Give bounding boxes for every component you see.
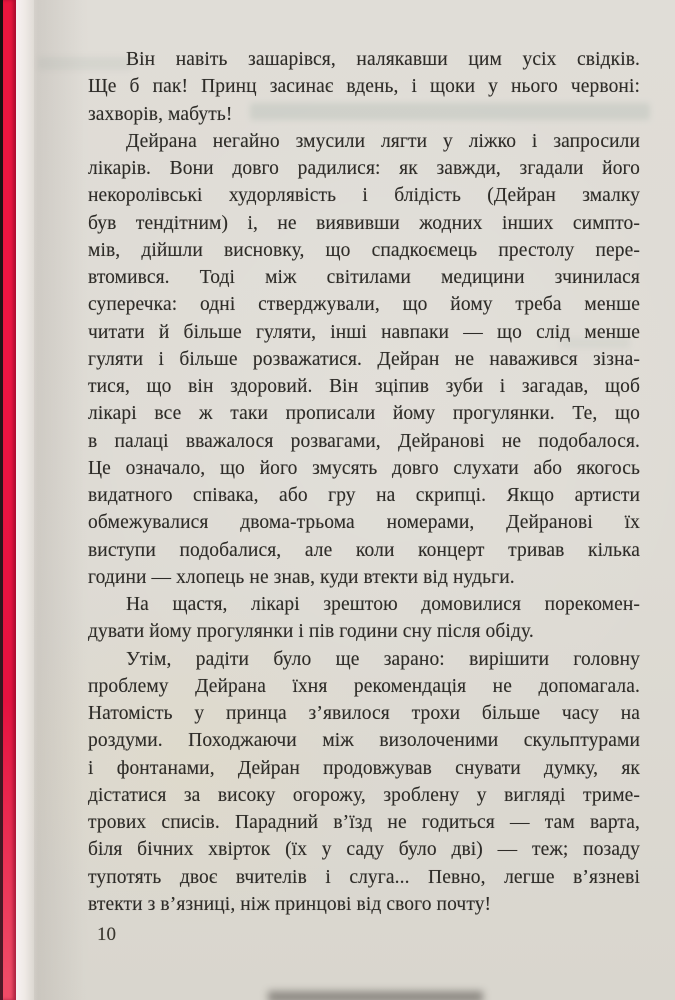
text-line: години — хлопець не знав, куди втекти від нудьги. (88, 566, 515, 588)
text-line: Натомість у принца з’явилося трохи більше часу на (88, 703, 640, 724)
text-line: втомився. Тоді між світилами медицини зчинилася (88, 267, 640, 288)
text-line: Дейрана негайно змусили лягти у ліжко і запросили (126, 130, 640, 152)
text-line: лікарів. Вони довго радилися: як завжди, згадали його (88, 158, 640, 179)
text-line: лікарі все ж таки прописали йому прогулянки. Те, що (88, 403, 640, 425)
text-line: в палаці вважалося розвагами, Дейранові не подобалося. (88, 430, 640, 452)
paragraph (88, 46, 640, 128)
text-line: був тендітним) і, не виявивши жодних інших симпто- (88, 212, 640, 234)
text-block (88, 46, 640, 918)
paragraph (88, 591, 640, 646)
text-line: Він навіть зашарівся, налякавши цим усіх свідків. (126, 49, 640, 70)
text-line: мів, дійшли висновку, що спадкоємець престолу пере- (88, 239, 640, 261)
red-cover-edge (3, 0, 16, 1000)
text-line: гуляти і більше розважатися. Дейран не наважився зізна- (88, 348, 640, 370)
text-line: і фонтанами, Дейран продовжував снувати думку, як (88, 757, 640, 779)
paragraph (88, 646, 640, 919)
text-line: Утім, радіти було ще зарано: вирішити головну (126, 648, 640, 670)
text-line: На щастя, лікарі зрештою домовилися порекомен- (126, 594, 640, 615)
text-line: читати й більше гуляти, інші навпаки — що слід менше (88, 321, 640, 343)
text-line: захворів, мабуть! (88, 103, 233, 125)
text-line: втекти з в’язниці, ніж принцові від свого почту! (88, 893, 492, 915)
photo-bottom-shadow (268, 991, 483, 1000)
text-line: дувати йому прогулянки і пів години сну після обіду. (88, 621, 534, 643)
page-number: 10 (97, 924, 116, 945)
text-line: біля бічних хвірток (їх у саду було дві) — теж; позаду (88, 839, 640, 861)
text-line: дістатися за високу огорожу, зроблену у вигляді триме- (88, 784, 640, 806)
text-line: суперечка: одні стверджували, що йому треба менше (88, 294, 640, 316)
paragraph (88, 128, 640, 591)
text-line: тупотять двоє вчителів і слуга... Певно, легше в’язневі (88, 866, 640, 888)
text-line: роздуми. Походжаючи між визолоченими скульптурами (88, 730, 640, 752)
text-line: некоролівські худорлявість і блідість (Дейран змалку (88, 185, 640, 207)
text-line: виступи подобалися, але коли концерт тривав кілька (88, 539, 640, 561)
text-line: видатного співака, або гру на скрипці. Якщо артисти (88, 485, 640, 506)
text-line: тися, що він здоровий. Він зціпив зуби і загадав, щоб (88, 376, 640, 397)
text-line: обмежувалися двома-трьома номерами, Дейранові їх (88, 512, 640, 534)
text-line: Ще б пак! Принц засинає вдень, і щоки у нього червоні: (88, 76, 640, 98)
text-line: Це означало, що його змусять довго слухати або якогось (88, 457, 640, 479)
page-curvature-shade (34, 0, 84, 1000)
text-line: проблему Дейрана їхня рекомендація не допомагала. (88, 675, 640, 697)
text-line: трових списів. Парадний в’їзд не годиться — там варта, (88, 812, 640, 833)
